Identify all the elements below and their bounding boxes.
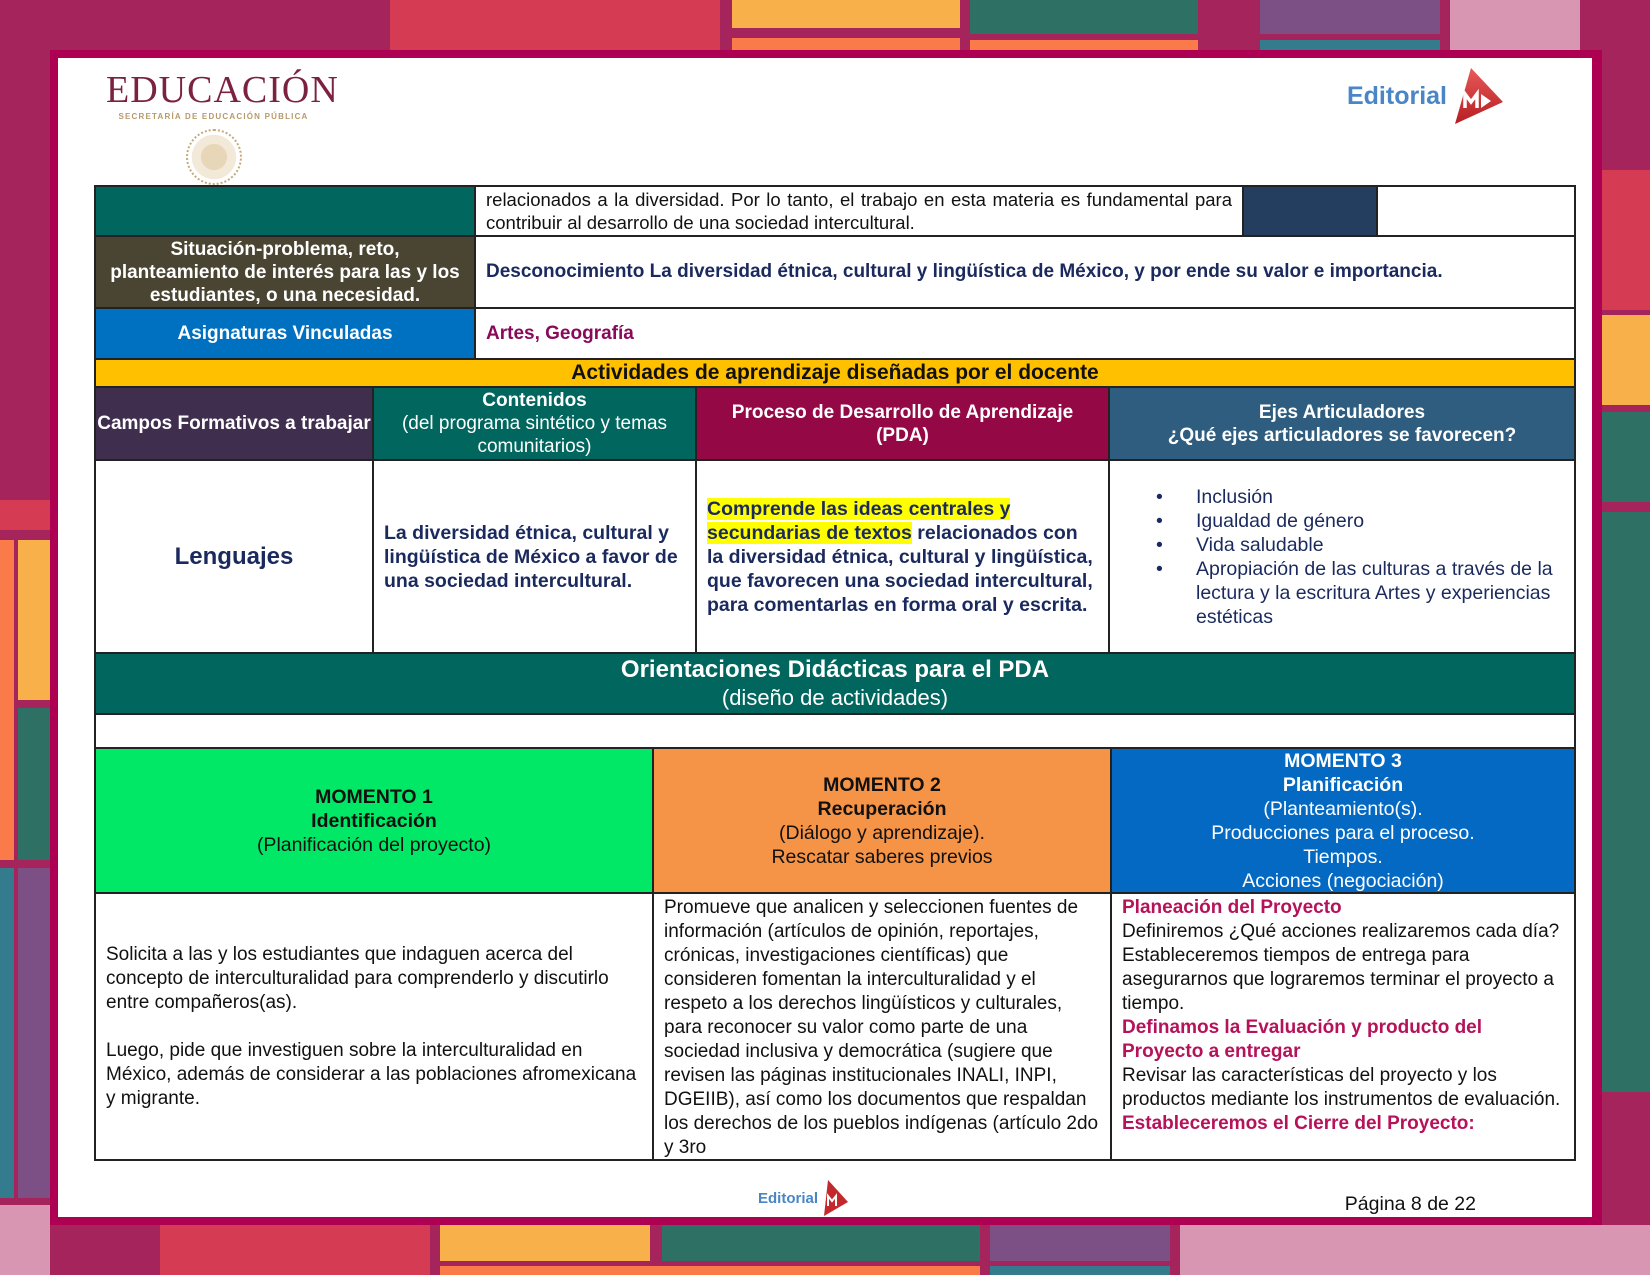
- column-header-pda: [697, 388, 1110, 459]
- momento-2-header: [654, 749, 1112, 892]
- continuation-text: relacionados a la diversidad. Por lo tanto, el trabajo en esta materia es fundamental para contribuir al desarrollo de una sociedad intercultural.: [486, 188, 1232, 233]
- background-tile: [0, 0, 378, 50]
- background-tile: [390, 0, 720, 50]
- situacion-row: [96, 237, 1574, 309]
- momentos-body-row: [96, 894, 1574, 1159]
- momento-name: Identificación: [311, 809, 437, 832]
- asignaturas-row: [96, 309, 1574, 360]
- sep-logo: [106, 69, 339, 185]
- momento-line: Tiempos.: [1303, 845, 1383, 868]
- momento-line: Rescatar saberes previos: [771, 845, 993, 868]
- ejes-list: [1110, 485, 1574, 629]
- background-tile: [18, 540, 50, 700]
- asignaturas-value-text: Artes, Geografía: [486, 322, 634, 344]
- momento-section-heading: Estableceremos el Cierre del Proyecto:: [1122, 1113, 1475, 1134]
- contenido-cell: [374, 461, 697, 652]
- editorial-md-footer-logo: [758, 1180, 848, 1216]
- background-tile: [732, 0, 960, 28]
- ejes-cell: [1110, 461, 1574, 652]
- bullet-icon: •: [1156, 533, 1163, 556]
- eje-text: Vida saludable: [1196, 533, 1324, 556]
- teal-label-cell: [96, 187, 476, 235]
- eje-text: Apropiación de las culturas a través de la lectura y la escritura Artes y experiencias estéticas: [1196, 557, 1553, 628]
- momento-paragraph: Luego, pide que investiguen sobre la interculturalidad en México, además de considerar a las poblaciones afromexicana y migrante.: [106, 1039, 637, 1109]
- background-tile: [440, 1266, 980, 1275]
- momento-number: MOMENTO 1: [315, 785, 433, 808]
- momento-3-header: [1112, 749, 1574, 892]
- column-header-title: Proceso de Desarrollo de Aprendizaje (PDA): [731, 401, 1074, 446]
- background-tile: [990, 1266, 1170, 1275]
- campo-formativo-cell: [96, 461, 374, 652]
- momento-line: Producciones para el proceso.: [1211, 821, 1475, 844]
- background-tile: [732, 38, 960, 50]
- empty-cell: [96, 715, 1574, 747]
- background-tile: [160, 1225, 430, 1275]
- background-tile: [18, 708, 50, 860]
- background-tile: [0, 1205, 50, 1275]
- background-tile: [990, 1225, 1170, 1261]
- page-number: Página 8 de 22: [1344, 1193, 1476, 1215]
- background-tile: [662, 1225, 980, 1261]
- actividades-title-row: [96, 360, 1574, 388]
- asignaturas-label-text: Asignaturas Vinculadas: [177, 323, 393, 344]
- background-tile: [0, 868, 14, 1198]
- bullet-icon: •: [1156, 485, 1163, 508]
- column-header-title: Campos Formativos a trabajar: [97, 413, 371, 434]
- background-tile: [18, 868, 50, 1198]
- background-tile: [1260, 0, 1440, 34]
- column-header-ejes: [1110, 388, 1574, 459]
- bullet-icon: •: [1156, 509, 1163, 532]
- momento-line: (Diálogo y aprendizaje).: [779, 821, 985, 844]
- orientaciones-row: [96, 654, 1574, 715]
- momento-section-text: Definiremos ¿Qué acciones realizaremos cada día? Estableceremos tiempos de entrega para asegurarnos que lograremos terminar el proyecto a tiempo.: [1122, 921, 1560, 1014]
- background-tile: [1180, 1225, 1650, 1275]
- column-header-campos: [96, 388, 374, 459]
- momento-section-heading: Definamos la Evaluación y producto del Proyecto a entregar: [1122, 1017, 1483, 1062]
- column-header-title: Ejes Articuladores: [1258, 401, 1426, 423]
- situacion-label: [96, 237, 476, 307]
- background-tile: [0, 500, 50, 530]
- column-header-contenidos: [374, 388, 697, 459]
- situacion-value: [476, 237, 1574, 307]
- momento-number: MOMENTO 3: [1284, 749, 1402, 772]
- momento-1-header: [96, 749, 654, 892]
- pda-highlighted-text: Comprende las ideas centrales y secundarias de textos: [707, 497, 1011, 544]
- eje-list-item: [1110, 509, 1574, 533]
- background-tile: [1602, 412, 1650, 502]
- orientaciones-title-text: Orientaciones Didácticas para el PDA: [620, 655, 1050, 683]
- background-tile: [440, 1225, 650, 1261]
- orientaciones-subtitle-text: (diseño de actividades): [721, 684, 949, 710]
- bullet-icon: •: [1156, 557, 1163, 580]
- momento-section-heading: Planeación del Proyecto: [1122, 897, 1342, 918]
- pda-rest-text: relacionados con la diversidad étnica, cultural y lingüística, que favorecen una sociedad intercultural, para comentarlas en forma oral y escrita.: [707, 521, 1093, 616]
- eje-list-item: [1110, 557, 1574, 629]
- actividades-content-row: [96, 461, 1574, 654]
- asignaturas-value: [476, 309, 1574, 358]
- actividades-title-text: Actividades de aprendizaje diseñadas por el docente: [571, 361, 1099, 384]
- sep-logo-subtitle: SECRETARÍA DE EDUCACIÓN PÚBLICA: [118, 112, 309, 121]
- editorial-logo-word: Editorial: [758, 1189, 819, 1207]
- empty-cell: [1378, 187, 1574, 235]
- situacion-value-text: Desconocimiento La diversidad étnica, cultural y lingüística de México, y por ende su valor e importancia.: [486, 261, 1443, 282]
- md-triangle-logo-icon: [1451, 66, 1505, 126]
- pda-cell: [697, 461, 1110, 652]
- planning-table: [94, 185, 1576, 1161]
- momento-name: Planificación: [1282, 773, 1404, 796]
- momento-line: (Planteamiento(s).: [1263, 797, 1423, 820]
- background-tile: [0, 540, 14, 860]
- sep-logo-title: EDUCACIÓN: [106, 69, 339, 111]
- momento-3-body: [1112, 894, 1574, 1159]
- momento-paragraph: Solicita a las y los estudiantes que indaguen acerca del concepto de interculturalidad para comprenderlo y discutirlo entre compañeros(as).: [106, 943, 609, 1013]
- momento-line: Acciones (negociación): [1242, 869, 1444, 892]
- column-header-title: Contenidos: [482, 390, 587, 411]
- background-tile: [1602, 512, 1650, 1092]
- background-tile: [1260, 40, 1440, 50]
- continuation-cell: [476, 187, 1244, 235]
- asignaturas-label: [96, 309, 476, 358]
- coat-of-arms-seal-icon: [186, 129, 242, 185]
- background-tile: [970, 0, 1198, 34]
- eje-text: Inclusión: [1196, 485, 1273, 508]
- actividades-title: [96, 360, 1574, 386]
- momento-paragraph: Promueve que analicen y seleccionen fuentes de información (artículos de opinión, reportajes, crónicas, investigaciones científicas) que consideren fomentan la interculturalidad y el respeto a los derechos lingüísticos y culturales, para reconocer su valor como parte de una sociedad inclusiva y democrática (sugiere que revisen las páginas institucionales INALI, INPI, DGEIIB), así como los documentos que respaldan los derechos de los pueblos indígenas (artículo 2do y 3ro: [664, 897, 1099, 1158]
- continuation-row: [96, 187, 1574, 237]
- momento-number: MOMENTO 2: [823, 773, 941, 796]
- navy-cell: [1244, 187, 1378, 235]
- md-triangle-logo-icon: [820, 1180, 848, 1216]
- orientaciones-title: [96, 654, 1574, 713]
- situacion-label-text: Situación-problema, reto, planteamiento de interés para las y los estudiantes, o una necesidad.: [110, 238, 460, 306]
- contenido-text: La diversidad étnica, cultural y lingüística de México a favor de una sociedad intercultural.: [384, 521, 678, 592]
- background-tile: [1602, 315, 1650, 405]
- background-tile: [1450, 0, 1580, 50]
- momento-name: Recuperación: [817, 797, 947, 820]
- actividades-header-row: [96, 388, 1574, 461]
- eje-list-item: [1110, 533, 1574, 557]
- editorial-logo-word: Editorial: [1346, 81, 1447, 110]
- momento-2-body: [654, 894, 1112, 1159]
- background-tile: [970, 40, 1198, 50]
- pda-text: [707, 497, 1098, 617]
- background-tile: [1602, 170, 1650, 310]
- momento-1-body: [96, 894, 654, 1159]
- campo-formativo-text: Lenguajes: [174, 542, 294, 570]
- column-header-subtitle: ¿Qué ejes articuladores se favorecen?: [1167, 424, 1517, 446]
- column-header-subtitle: (del programa sintético y temas comunitarios): [401, 413, 668, 457]
- spacer-row: [96, 715, 1574, 749]
- momento-line: (Planificación del proyecto): [256, 833, 492, 856]
- eje-list-item: [1110, 485, 1574, 509]
- eje-text: Igualdad de género: [1196, 509, 1365, 532]
- momentos-header-row: [96, 749, 1574, 894]
- editorial-md-logo: [1347, 66, 1505, 126]
- momento-section-text: Revisar las características del proyecto y los productos mediante los instrumentos de evaluación.: [1122, 1065, 1561, 1110]
